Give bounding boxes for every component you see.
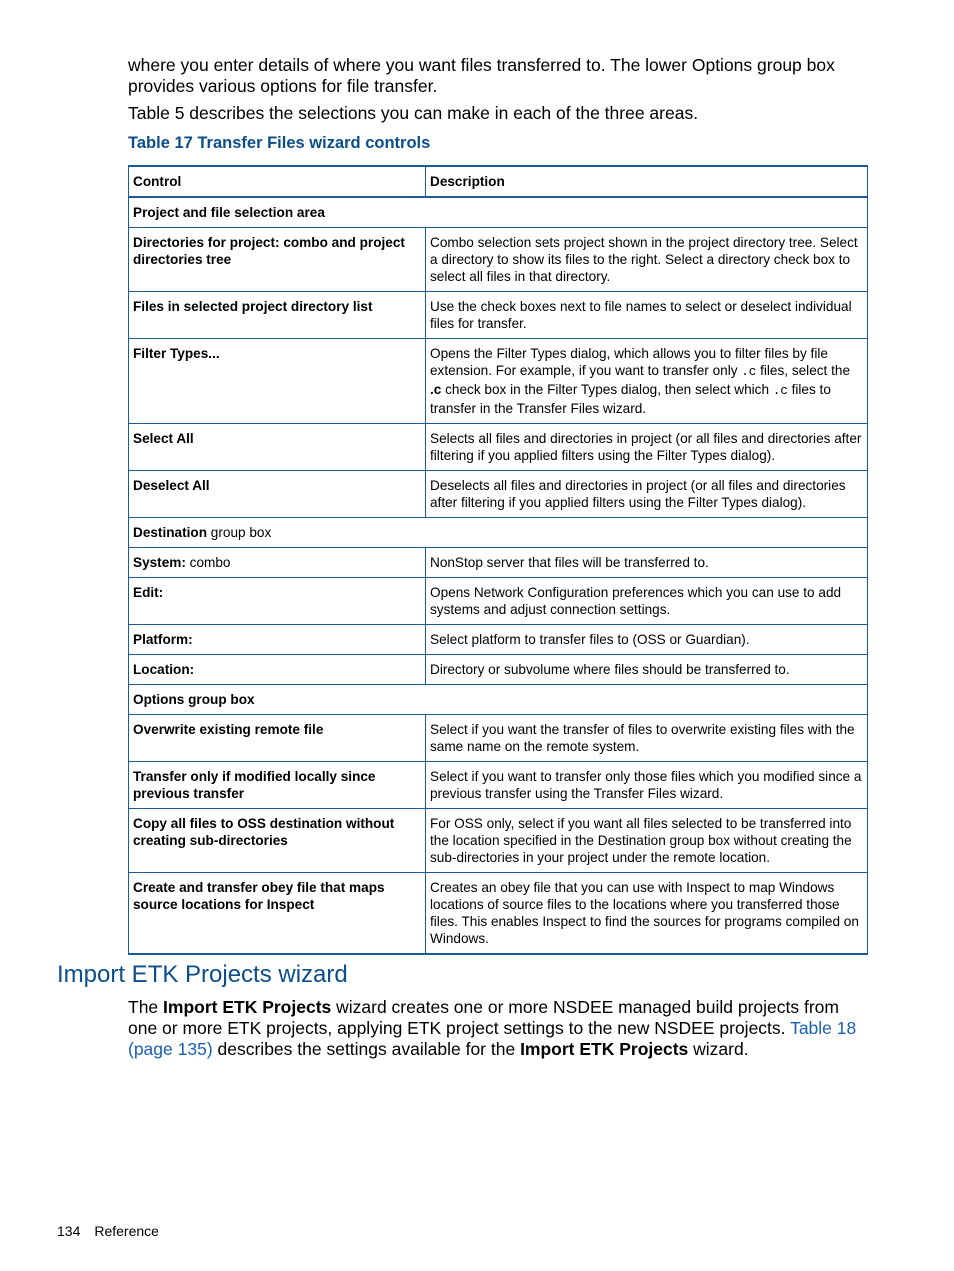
description-cell: Creates an obey file that you can use with Inspect to map Windows locations of source files to the locations where you transferred those files. This enables Inspect to find the sources for programs compiled on Windows. [426,873,868,955]
control-cell: Platform: [129,625,426,655]
control-cell: Select All [129,424,426,471]
section-row-destination [129,518,868,548]
description-cell: Select platform to transfer files to (OSS or Guardian). [426,625,868,655]
description-cell: Use the check boxes next to file names to select or deselect individual files for transfer. [426,292,868,339]
table-header-row [129,166,868,197]
intro-text [128,55,848,130]
section-options: Options group box [129,685,868,715]
code-text: .c [772,384,788,398]
section-plain: group box [207,525,272,540]
header-control: Control [129,166,426,197]
control-cell: Overwrite existing remote file [129,715,426,762]
footer-section: Reference [94,1223,159,1239]
table-row [129,292,868,339]
description-cell: Selects all files and directories in project (or all files and directories after filtering if you applied filters using the Filter Types dialog). [426,424,868,471]
section-destination [129,518,868,548]
table-row [129,762,868,809]
page-footer [57,1223,159,1239]
table-row [129,873,868,955]
table-18-link[interactable]: Table 18 (page 135) [128,1018,857,1059]
table-row [129,655,868,685]
description-cell: Deselects all files and directories in project (or all files and directories after filtering if you applied filters using the Filter Types dialog). [426,471,868,518]
control-plain: combo [185,555,231,570]
bold-text: .c [430,382,442,397]
control-bold: System: [133,555,186,570]
table-row [129,715,868,762]
control-cell: Directories for project: combo and project directories tree [129,228,426,292]
table-row [129,424,868,471]
description-cell: Opens Network Configuration preferences which you can use to add systems and adjust connection settings. [426,578,868,625]
header-description: Description [426,166,868,197]
control-cell [129,548,426,578]
section-row-options [129,685,868,715]
control-cell: Filter Types... [129,339,426,424]
code-text: .c [741,365,757,379]
description-cell [426,339,868,424]
table-row [129,228,868,292]
table-row [129,471,868,518]
desc-text: Opens the Filter Types dialog, which allows you to filter files by file extension. For example, if you want to transfer only [430,346,828,378]
desc-text: files to transfer in the Transfer Files wizard. [430,382,831,416]
desc-text: files, select the [756,363,851,378]
section-row-project [129,197,868,228]
intro-paragraph-1: where you enter details of where you want files transferred to. The lower Options group box provides various options for file transfer. [128,55,835,96]
control-cell: Copy all files to OSS destination without creating sub-directories [129,809,426,873]
para-bold: Import ETK Projects [163,997,332,1017]
description-cell: Select if you want to transfer only those files which you modified since a previous transfer using the Transfer Files wizard. [426,762,868,809]
transfer-files-controls-table [128,165,868,955]
control-cell: Location: [129,655,426,685]
table-row [129,809,868,873]
intro-paragraph-2: Table 5 describes the selections you can make in each of the three areas. [128,103,699,123]
page-number: 134 [57,1223,81,1239]
section-heading: Import ETK Projects wizard [57,961,348,988]
table-row [129,339,868,424]
description-cell: Combo selection sets project shown in the project directory tree. Select a directory to show its files to the right. Select a directory check box to select all files in that directory. [426,228,868,292]
para-bold: Import ETK Projects [520,1039,689,1059]
para-text: wizard. [688,1039,749,1059]
description-cell: Select if you want the transfer of files to overwrite existing files with the same name on the remote system. [426,715,868,762]
section-bold: Destination [133,525,208,540]
control-cell: Deselect All [129,471,426,518]
section-paragraph [128,997,873,1060]
table-row [129,578,868,625]
section-project: Project and file selection area [129,197,868,228]
description-cell: NonStop server that files will be transferred to. [426,548,868,578]
para-text: The [128,997,164,1017]
desc-text: check box in the Filter Types dialog, then select which [441,382,773,397]
table-caption: Table 17 Transfer Files wizard controls [128,134,431,152]
para-text: describes the settings available for the [212,1039,521,1059]
control-cell: Files in selected project directory list [129,292,426,339]
para-text: wizard creates one or more NSDEE managed build projects from one or more ETK projects, applying ETK project settings to the new NSDEE projects. [128,997,839,1038]
description-cell: For OSS only, select if you want all files selected to be transferred into the location specified in the Destination group box without creating the sub-directories in your project under the remote location. [426,809,868,873]
control-cell: Create and transfer obey file that maps source locations for Inspect [129,873,426,955]
control-cell: Edit: [129,578,426,625]
table-row [129,548,868,578]
control-cell: Transfer only if modified locally since previous transfer [129,762,426,809]
description-cell: Directory or subvolume where files should be transferred to. [426,655,868,685]
table-row [129,625,868,655]
